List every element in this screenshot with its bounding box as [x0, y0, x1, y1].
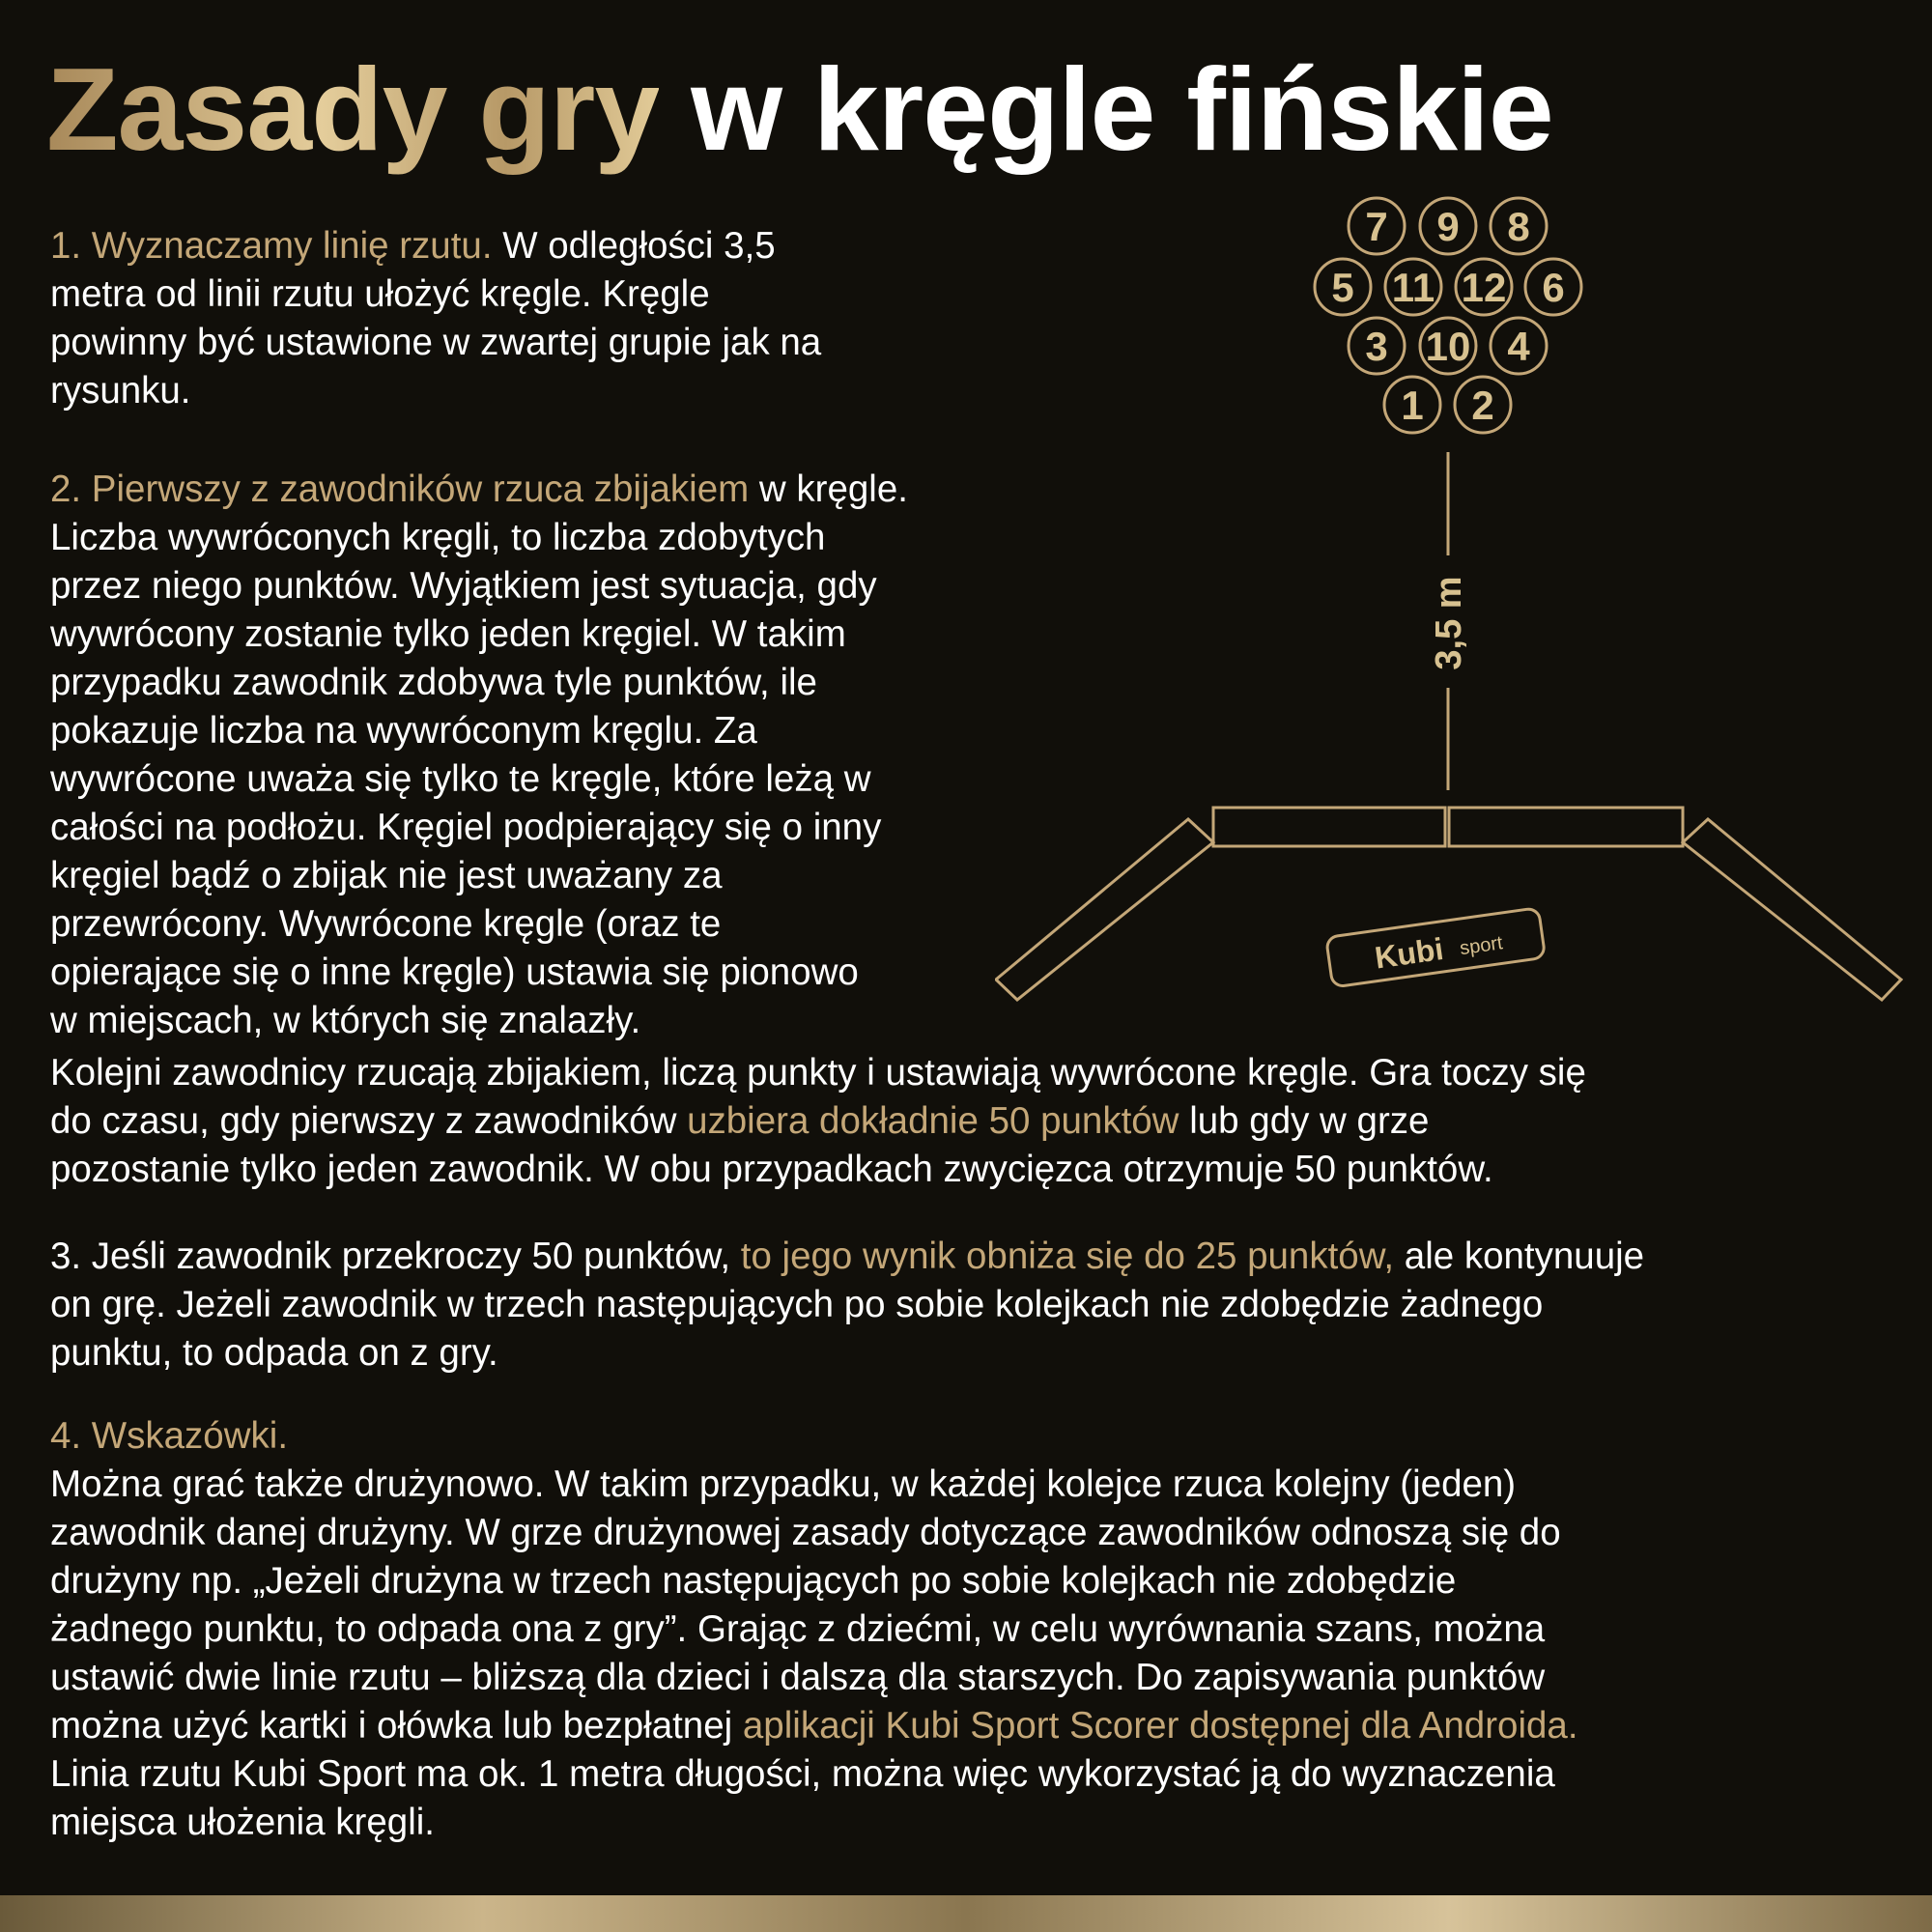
throw-line-left: [1213, 808, 1445, 846]
pin-setup-diagram: [995, 184, 1903, 1034]
pin-label: 8: [1507, 204, 1530, 249]
section-1-line: powinny być ustawione w zwartej grupie jak na: [50, 322, 822, 363]
section-1-line: rysunku.: [50, 370, 191, 412]
pin-label: 11: [1391, 265, 1435, 310]
continuation-text: do czasu, gdy pierwszy z zawodników: [50, 1100, 677, 1142]
continuation-line: pozostanie tylko jeden zawodnik. W obu przypadkach zwycięzca otrzymuje 50 punktów.: [50, 1149, 1493, 1190]
pin-label: 9: [1436, 204, 1460, 249]
throw-line-left-angle: [996, 819, 1213, 1000]
title-highlight: Zasady gry: [46, 43, 660, 175]
section-4-line: [50, 1702, 1883, 1750]
section-2-continuation: [50, 1049, 1883, 1194]
pin-label: 5: [1331, 265, 1354, 310]
section-2-first-text: w kręgle.: [758, 469, 908, 510]
section-3-line: on grę. Jeżeli zawodnik w trzech następujących po sobie kolejkach nie zdobędzie żadnego: [50, 1284, 1544, 1325]
section-2-heading: 2. Pierwszy z zawodników rzuca zbijakiem: [50, 469, 750, 510]
continuation-line: [50, 1097, 1883, 1146]
distance-label: 3,5 m: [1429, 576, 1469, 670]
section-4-line: ustawić dwie linie rzutu – bliższą dla dzieci i dalszą dla starszych. Do zapisywania punktów: [50, 1657, 1546, 1698]
throw-line-right-angle: [1683, 819, 1901, 1000]
section-2-line: w miejscach, w których się znalazły.: [50, 1000, 641, 1041]
section-1-heading: 1. Wyznaczamy linię rzutu.: [50, 225, 493, 267]
continuation-text: lub gdy w grze: [1189, 1100, 1430, 1142]
section-1-first-text: W odległości 3,5: [502, 225, 776, 267]
title-rest: w kręgle fińskie: [691, 43, 1553, 175]
section-3-line: punktu, to odpada on z gry.: [50, 1332, 498, 1374]
section-3-text: ale kontynuuje: [1404, 1236, 1645, 1277]
section-1: [50, 222, 968, 415]
pin-label: 2: [1471, 383, 1494, 428]
logo-brand: Kubi: [1372, 930, 1446, 976]
pin-label: 3: [1365, 324, 1388, 369]
pin-label: 6: [1542, 265, 1565, 310]
section-4: [50, 1461, 1883, 1847]
section-2-line: wywrócony zostanie tylko jeden kręgiel. W takim: [50, 613, 846, 655]
continuation-line: Kolejni zawodnicy rzucają zbijakiem, liczą punkty i ustawiają wywrócone kręgle. Gra toczy się: [50, 1052, 1586, 1094]
section-2-first-line: [50, 466, 968, 514]
section-2-line: Liczba wywróconych kręgli, to liczba zdobytych: [50, 517, 826, 558]
section-2-line: kręgiel bądź o zbijak nie jest uważany za: [50, 855, 723, 896]
pin-label: 4: [1507, 324, 1530, 369]
section-2-line: całości na podłożu. Kręgiel podpierający się o inny: [50, 807, 882, 848]
section-2-line: pokazuje liczba na wywróconym kręglu. Za: [50, 710, 757, 752]
section-3-text: 3. Jeśli zawodnik przekroczy 50 punktów,: [50, 1236, 731, 1277]
section-4-line: drużyny np. „Jeżeli drużyna w trzech następujących po sobie kolejkach nie zdobędzie: [50, 1560, 1457, 1602]
section-4-line: Linia rzutu Kubi Sport ma ok. 1 metra długości, można więc wykorzystać ją do wyznaczenia: [50, 1753, 1555, 1795]
pin-label: 7: [1365, 204, 1388, 249]
bottom-gold-strip: [0, 1895, 1932, 1932]
section-2-line: przypadku zawodnik zdobywa tyle punktów, ile: [50, 662, 817, 703]
section-2-line: przewrócony. Wywrócone kręgle (oraz te: [50, 903, 722, 945]
section-4-text: można użyć kartki i ołówka lub bezpłatnej: [50, 1705, 733, 1747]
section-4-line: żadnego punktu, to odpada ona z gry”. Grając z dziećmi, w celu wyrównania szans, można: [50, 1608, 1546, 1650]
pin-label: 1: [1401, 383, 1424, 428]
section-2-line: opierające się o inne kręgle) ustawia się pionowo: [50, 952, 859, 993]
app-link-text: aplikacji Kubi Sport Scorer dostępnej dla Androida.: [742, 1705, 1578, 1747]
page-title: [46, 43, 1553, 175]
section-2-line: wywrócone uważa się tylko te kręgle, które leżą w: [50, 758, 871, 800]
section-2: [50, 466, 968, 1045]
section-3-first-line: [50, 1233, 1883, 1281]
section-3-highlight: to jego wynik obniża się do 25 punktów,: [740, 1236, 1395, 1277]
section-2-line: przez niego punktów. Wyjątkiem jest sytuacja, gdy: [50, 565, 877, 607]
section-4-line: zawodnik danej drużyny. W grze drużynowej zasady dotyczące zawodników odnoszą się do: [50, 1512, 1561, 1553]
section-4-heading: 4. Wskazówki.: [50, 1415, 289, 1457]
logo-sport: sport: [1458, 932, 1504, 960]
section-1-line: metra od linii rzutu ułożyć kręgle. Kręgle: [50, 273, 710, 315]
pin-label: 12: [1461, 265, 1507, 310]
section-1-first-line: [50, 222, 968, 270]
section-3: [50, 1233, 1883, 1378]
throw-line-right: [1449, 808, 1683, 846]
section-4-line: Można grać także drużynowo. W takim przypadku, w każdej kolejce rzuca kolejny (jeden): [50, 1463, 1517, 1505]
pin-label: 10: [1425, 324, 1471, 369]
section-4-line: miejsca ułożenia kręgli.: [50, 1802, 436, 1843]
continuation-highlight: uzbiera dokładnie 50 punktów: [687, 1100, 1179, 1142]
